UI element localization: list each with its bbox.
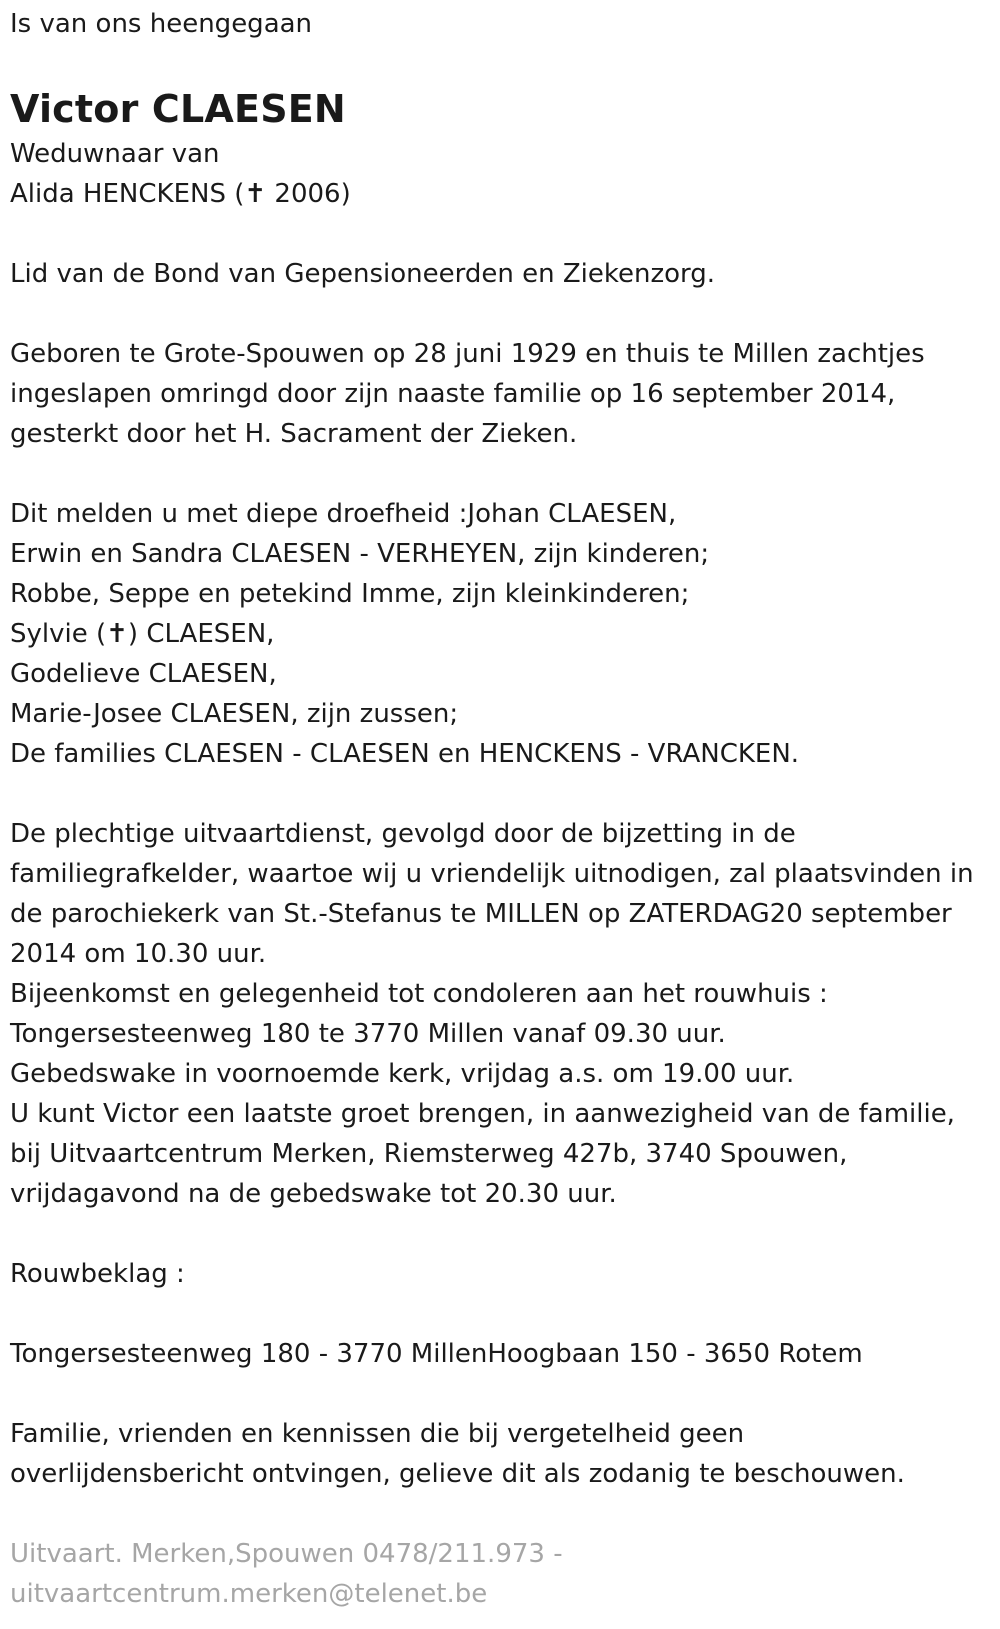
family-line: Robbe, Seppe en petekind Imme, zijn kleinkinderen;: [10, 579, 690, 609]
ceremony-line: Gebedswake in voornoemde kerk, vrijdag a.s. om 19.00 uur.: [10, 1059, 795, 1089]
ceremony-line: bij Uitvaartcentrum Merken, Riemsterweg 427b, 3740 Spouwen,: [10, 1139, 848, 1169]
birth-death-paragraph: [10, 334, 1000, 454]
closing-line: overlijdensbericht ontvingen, gelieve dit als zodanig te beschouwen.: [10, 1459, 905, 1489]
family-line: Erwin en Sandra CLAESEN - VERHEYEN, zijn kinderen;: [10, 539, 710, 569]
ceremony-line: 2014 om 10.30 uur.: [10, 939, 267, 969]
spacer: [10, 1214, 1000, 1254]
spacer: [10, 454, 1000, 494]
spacer: [10, 1294, 1000, 1334]
paragraph-line: ingeslapen omringd door zijn naaste familie op 16 september 2014,: [10, 379, 896, 409]
family-paragraph: [10, 494, 1000, 774]
spouse-line: Alida HENCKENS (✝ 2006): [10, 179, 351, 209]
ceremony-line: familiegrafkelder, waartoe wij u vriendelijk uitnodigen, zal plaatsvinden in: [10, 859, 974, 889]
closing-paragraph: [10, 1414, 1000, 1494]
spacer: [10, 1494, 1000, 1534]
spacer: [10, 1374, 1000, 1414]
intro-text: Is van ons heengegaan: [10, 9, 313, 39]
ceremony-line: vrijdagavond na de gebedswake tot 20.30 uur.: [10, 1179, 617, 1209]
footer-email[interactable]: uitvaartcentrum.merken@telenet.be: [10, 1579, 488, 1609]
closing-line: Familie, vrienden en kennissen die bij vergetelheid geen: [10, 1419, 745, 1449]
condolence-addresses: Tongersesteenweg 180 - 3770 MillenHoogbaan 150 - 3650 Rotem: [10, 1339, 863, 1369]
ceremony-paragraph: [10, 814, 1000, 1214]
ceremony-line: De plechtige uitvaartdienst, gevolgd door de bijzetting in de: [10, 819, 796, 849]
footer-contact-line: Uitvaart. Merken,Spouwen 0478/211.973 -: [10, 1539, 563, 1569]
paragraph-line: gesterkt door het H. Sacrament der Zieken.: [10, 419, 578, 449]
spacer: [10, 214, 1000, 254]
ceremony-line: Tongersesteenweg 180 te 3770 Millen vanaf 09.30 uur.: [10, 1019, 726, 1049]
spouse-block: [10, 134, 1000, 214]
family-line: Marie-Josee CLAESEN, zijn zussen;: [10, 699, 459, 729]
family-line: Godelieve CLAESEN,: [10, 659, 277, 689]
ceremony-line: de parochiekerk van St.-Stefanus te MILLEN op ZATERDAG20 september: [10, 899, 952, 929]
ceremony-line: U kunt Victor een laatste groet brengen, in aanwezigheid van de familie,: [10, 1099, 955, 1129]
family-line: Dit melden u met diepe droefheid :Johan CLAESEN,: [10, 499, 677, 529]
spacer: [10, 294, 1000, 334]
spacer: [10, 774, 1000, 814]
funeral-home-footer: [10, 1534, 1000, 1614]
spouse-line: Weduwnaar van: [10, 139, 220, 169]
membership-text: Lid van de Bond van Gepensioneerden en Ziekenzorg.: [10, 259, 716, 289]
family-line: Sylvie (✝) CLAESEN,: [10, 619, 275, 649]
deceased-name: Victor CLAESEN: [10, 87, 346, 131]
condolence-label: Rouwbeklag :: [10, 1259, 185, 1289]
family-line: De families CLAESEN - CLAESEN en HENCKENS - VRANCKEN.: [10, 739, 800, 769]
ceremony-line: Bijeenkomst en gelegenheid tot condoleren aan het rouwhuis :: [10, 979, 828, 1009]
paragraph-line: Geboren te Grote-Spouwen op 28 juni 1929 en thuis te Millen zachtjes: [10, 339, 925, 369]
